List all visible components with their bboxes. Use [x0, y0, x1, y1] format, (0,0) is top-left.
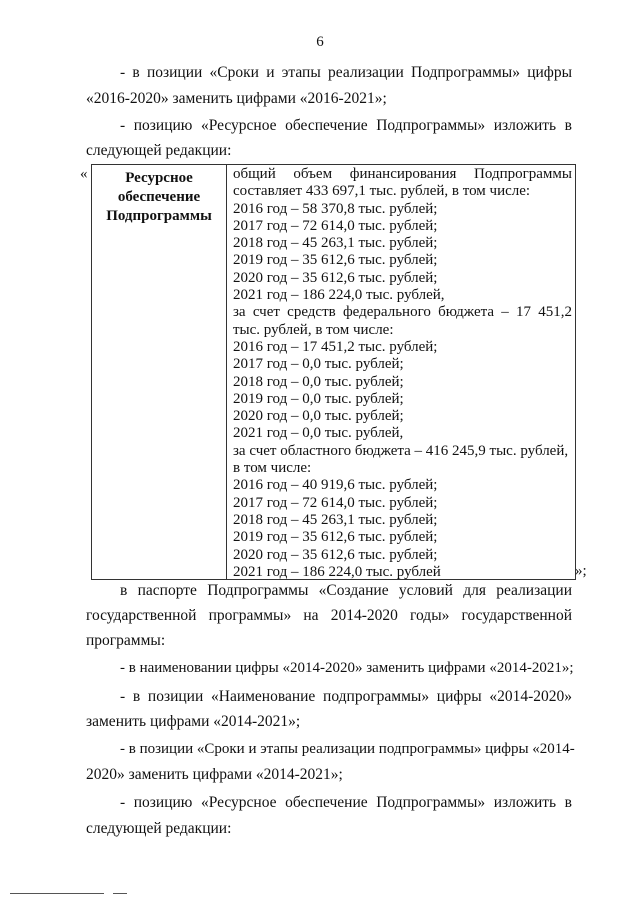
text-line: - в позиции «Сроки и этапы реализации подпрограммы» цифры «2014-: [120, 741, 575, 757]
text-line: следующей редакции:: [86, 820, 232, 837]
resource-label: [92, 169, 226, 226]
value-line: 2017 год – 72 614,0 тыс. рублей;: [233, 494, 438, 511]
value-line: 2020 год – 35 612,6 тыс. рублей;: [233, 546, 438, 563]
label-line: Подпрограммы: [106, 208, 212, 224]
value-line: 2018 год – 0,0 тыс. рублей;: [233, 373, 404, 390]
value-line: 2021 год – 186 224,0 тыс. рублей: [233, 563, 441, 580]
footer-rule: [10, 893, 104, 894]
text-line: - позицию «Ресурсное обеспечение Подпрограммы» изложить в: [120, 794, 572, 811]
text-line: программы:: [86, 632, 166, 649]
value-line: 2018 год – 45 263,1 тыс. рублей;: [233, 511, 438, 528]
value-line: за счет средств федерального бюджета – 17 451,2: [233, 304, 572, 321]
text-line: следующей редакции:: [86, 142, 232, 159]
footer-rule: [113, 893, 127, 894]
value-line: 2019 год – 35 612,6 тыс. рублей;: [233, 529, 438, 546]
value-line: 2017 год – 0,0 тыс. рублей;: [233, 356, 404, 373]
value-line: тыс. рублей, в том числе:: [233, 321, 394, 338]
label-line: обеспечение: [117, 189, 201, 205]
text-line: «2016-2020» заменить цифрами «2016-2021»;: [86, 90, 387, 107]
value-line: 2016 год – 40 919,6 тыс. рублей;: [233, 477, 438, 494]
closing-quote: »;: [575, 563, 587, 579]
text-line: - позицию «Ресурсное обеспечение Подпрограммы» изложить в: [120, 117, 572, 134]
value-line: 2021 год – 186 224,0 тыс. рублей,: [233, 287, 445, 304]
value-line: 2020 год – 0,0 тыс. рублей;: [233, 408, 404, 425]
text-line: - в позиции «Наименование подпрограммы» цифры «2014-2020»: [120, 688, 572, 705]
label-line: Ресурсное: [125, 170, 193, 186]
resource-values: [233, 166, 572, 581]
value-line: за счет областного бюджета – 416 245,9 тыс. рублей,: [233, 442, 569, 459]
page-number: 6: [316, 34, 324, 50]
text-line: заменить цифрами «2014-2021»;: [86, 713, 301, 730]
value-line: 2017 год – 72 614,0 тыс. рублей;: [233, 217, 438, 234]
text-line: государственной программы» на 2014-2020 годы» государственной: [86, 607, 572, 624]
value-line: 2016 год – 58 370,8 тыс. рублей;: [233, 200, 438, 217]
resource-table: [91, 164, 576, 580]
text-line: 2020» заменить цифрами «2014-2021»;: [86, 766, 343, 783]
table-divider: [226, 165, 227, 579]
value-line: в том числе:: [233, 460, 312, 477]
value-line: 2019 год – 0,0 тыс. рублей;: [233, 390, 404, 407]
value-line: 2018 год – 45 263,1 тыс. рублей;: [233, 235, 438, 252]
value-line: 2019 год – 35 612,6 тыс. рублей;: [233, 252, 438, 269]
text-line: - в позиции «Сроки и этапы реализации Подпрограммы» цифры: [120, 64, 572, 81]
text-line: - в наименовании цифры «2014-2020» заменить цифрами «2014-2021»;: [120, 660, 574, 676]
value-line: общий объем финансирования Подпрограммы: [233, 166, 572, 182]
value-line: составляет 433 697,1 тыс. рублей, в том числе:: [233, 183, 531, 200]
opening-quote: «: [80, 166, 88, 182]
text-line: в паспорте Подпрограммы «Создание условий для реализации: [120, 582, 572, 599]
value-line: 2016 год – 17 451,2 тыс. рублей;: [233, 338, 438, 355]
value-line: 2021 год – 0,0 тыс. рублей,: [233, 425, 404, 442]
value-line: 2020 год – 35 612,6 тыс. рублей;: [233, 269, 438, 286]
